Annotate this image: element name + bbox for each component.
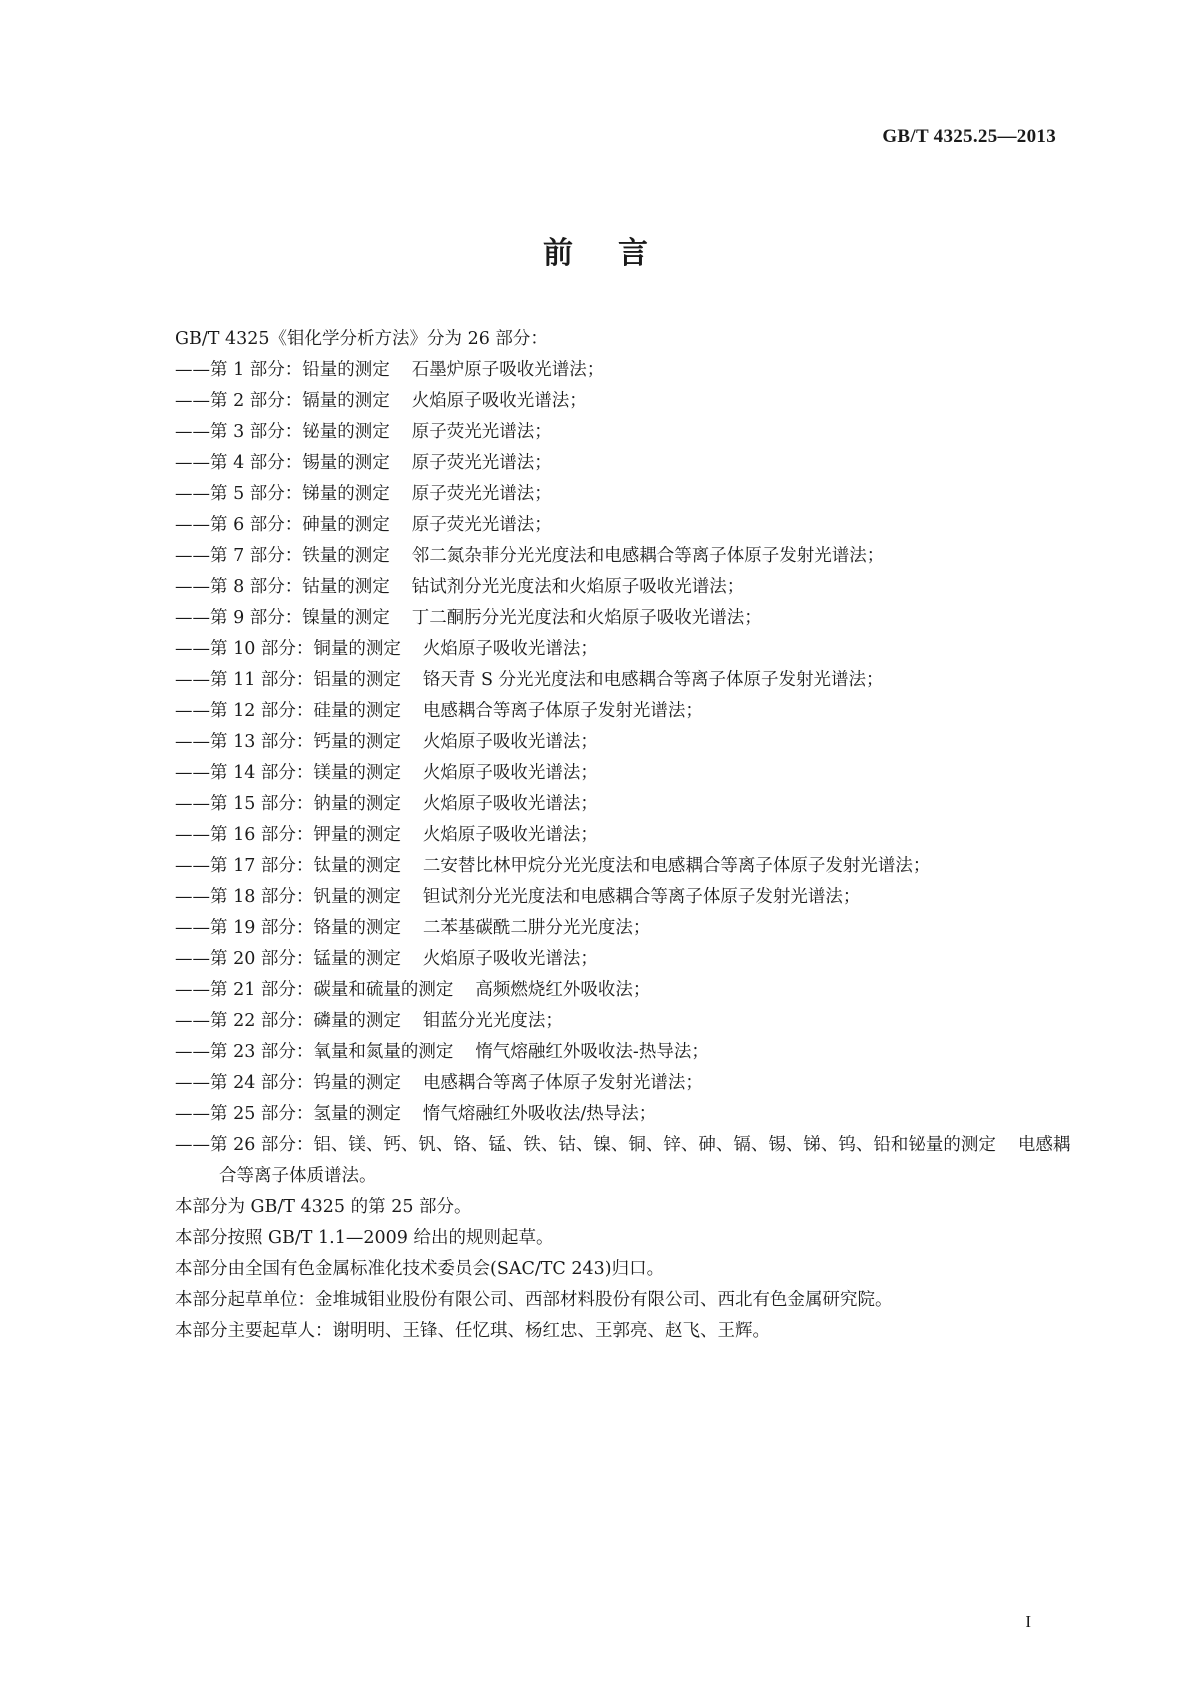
list-item (175, 944, 1060, 975)
part-label: ——第 13 部分：钙量的测定 (175, 732, 401, 752)
list-item (175, 541, 1060, 572)
part-label: ——第 17 部分：钛量的测定 (175, 856, 401, 876)
part-label: ——第 22 部分：磷量的测定 (175, 1011, 401, 1031)
intro-line: GB/T 4325《钼化学分析方法》分为 26 部分： (175, 329, 548, 349)
list-item (175, 696, 1060, 727)
part-label: ——第 19 部分：铬量的测定 (175, 918, 401, 938)
part-method: 原子荧光光谱法； (411, 484, 552, 504)
part-method: 钴试剂分光光度法和火焰原子吸收光谱法； (411, 577, 745, 597)
statement-drafting-units: 本部分起草单位：金堆城钼业股份有限公司、西部材料股份有限公司、西北有色金属研究院。 (175, 1290, 893, 1310)
part-label: ——第 25 部分：氢量的测定 (175, 1104, 401, 1124)
part-method: 钽试剂分光光度法和电感耦合等离子体原子发射光谱法； (422, 887, 861, 907)
part-method: 原子荧光光谱法； (411, 515, 552, 535)
list-item (175, 820, 1060, 851)
list-item (175, 1099, 1060, 1130)
part-label: ——第 24 部分：钨量的测定 (175, 1073, 401, 1093)
list-item-part-26 (175, 1130, 1071, 1192)
list-item (175, 1006, 1060, 1037)
part-26-method: 电感耦 (1017, 1135, 1071, 1155)
part-label: ——第 18 部分：钒量的测定 (175, 887, 401, 907)
list-item (175, 634, 1060, 665)
list-item (175, 572, 1060, 603)
list-item (175, 913, 1060, 944)
list-item (175, 882, 1060, 913)
statement-part-number: 本部分为 GB/T 4325 的第 25 部分。 (175, 1197, 472, 1217)
part-label: ——第 16 部分：钾量的测定 (175, 825, 401, 845)
part-method: 火焰原子吸收光谱法； (422, 825, 598, 845)
part-method: 石墨炉原子吸收光谱法； (411, 360, 605, 380)
part-label: ——第 7 部分：铁量的测定 (175, 546, 390, 566)
part-method: 火焰原子吸收光谱法； (422, 732, 598, 752)
standard-number: GB/T 4325.25—2013 (882, 126, 1056, 147)
part-method: 二安替比林甲烷分光光度法和电感耦合等离子体原子发射光谱法； (422, 856, 931, 876)
part-method: 原子荧光光谱法； (411, 422, 552, 442)
part-method: 火焰原子吸收光谱法； (422, 763, 598, 783)
list-item (175, 355, 1060, 386)
part-method: 丁二酮肟分光光度法和火焰原子吸收光谱法； (411, 608, 762, 628)
part-method: 火焰原子吸收光谱法； (422, 639, 598, 659)
parts-list (175, 355, 1060, 1130)
list-item (175, 479, 1060, 510)
list-item (175, 417, 1060, 448)
list-item (175, 665, 1060, 696)
part-method: 铬天青 S 分光光度法和电感耦合等离子体原子发射光谱法； (422, 670, 884, 690)
part-label: ——第 14 部分：镁量的测定 (175, 763, 401, 783)
part-label: ——第 3 部分：铋量的测定 (175, 422, 390, 442)
list-item (175, 603, 1060, 634)
list-item (175, 727, 1060, 758)
list-item (175, 975, 1060, 1006)
list-item (175, 758, 1060, 789)
part-label: ——第 8 部分：钴量的测定 (175, 577, 390, 597)
page-title: 前言 (543, 236, 693, 271)
part-label: ——第 15 部分：钠量的测定 (175, 794, 401, 814)
statement-drafters: 本部分主要起草人：谢明明、王锋、任忆琪、杨红忠、王郭亮、赵飞、王辉。 (175, 1321, 770, 1341)
part-label: ——第 10 部分：铜量的测定 (175, 639, 401, 659)
part-label: ——第 4 部分：锡量的测定 (175, 453, 390, 473)
part-label: ——第 5 部分：锑量的测定 (175, 484, 390, 504)
part-method: 原子荧光光谱法； (411, 453, 552, 473)
part-method: 二苯基碳酰二肼分光光度法； (422, 918, 651, 938)
list-item (175, 386, 1060, 417)
part-label: ——第 11 部分：铝量的测定 (175, 670, 401, 690)
list-item (175, 510, 1060, 541)
part-label: ——第 12 部分：硅量的测定 (175, 701, 401, 721)
part-method: 火焰原子吸收光谱法； (411, 391, 587, 411)
part-label: ——第 9 部分：镍量的测定 (175, 608, 390, 628)
part-method: 惰气熔融红外吸收法-热导法； (475, 1042, 709, 1062)
part-method: 邻二氮杂菲分光光度法和电感耦合等离子体原子发射光谱法； (411, 546, 885, 566)
part-method: 钼蓝分光光度法； (422, 1011, 563, 1031)
document-body (175, 324, 1071, 1347)
part-label: ——第 20 部分：锰量的测定 (175, 949, 401, 969)
list-item (175, 448, 1060, 479)
part-method: 火焰原子吸收光谱法； (422, 794, 598, 814)
part-method: 高频燃烧红外吸收法； (475, 980, 651, 1000)
part-method: 火焰原子吸收光谱法； (422, 949, 598, 969)
part-label: ——第 21 部分：碳量和硫量的测定 (175, 980, 454, 1000)
part-label: ——第 2 部分：镉量的测定 (175, 391, 390, 411)
part-method: 电感耦合等离子体原子发射光谱法； (422, 1073, 703, 1093)
list-item (175, 1068, 1060, 1099)
list-item (175, 851, 1060, 882)
part-method: 惰气熔融红外吸收法/热导法； (422, 1104, 657, 1124)
page-number: I (1025, 1612, 1031, 1631)
statement-drafting-rules: 本部分按照 GB/T 1.1—2009 给出的规则起草。 (175, 1228, 554, 1248)
part-label: ——第 6 部分：砷量的测定 (175, 515, 390, 535)
statement-committee: 本部分由全国有色金属标准化技术委员会(SAC/TC 243)归口。 (175, 1259, 665, 1279)
part-label: ——第 1 部分：铅量的测定 (175, 360, 390, 380)
part-method: 电感耦合等离子体原子发射光谱法； (422, 701, 703, 721)
part-label: ——第 23 部分：氧量和氮量的测定 (175, 1042, 454, 1062)
part-26-label: ——第 26 部分：铝、镁、钙、钒、铬、锰、铁、钴、镍、铜、锌、砷、镉、锡、锑、钨、铅和铋量的测定 (175, 1135, 996, 1155)
list-item (175, 1037, 1060, 1068)
part-26-method-continued: 合等离子体质谱法。 (219, 1166, 377, 1186)
list-item (175, 789, 1060, 820)
